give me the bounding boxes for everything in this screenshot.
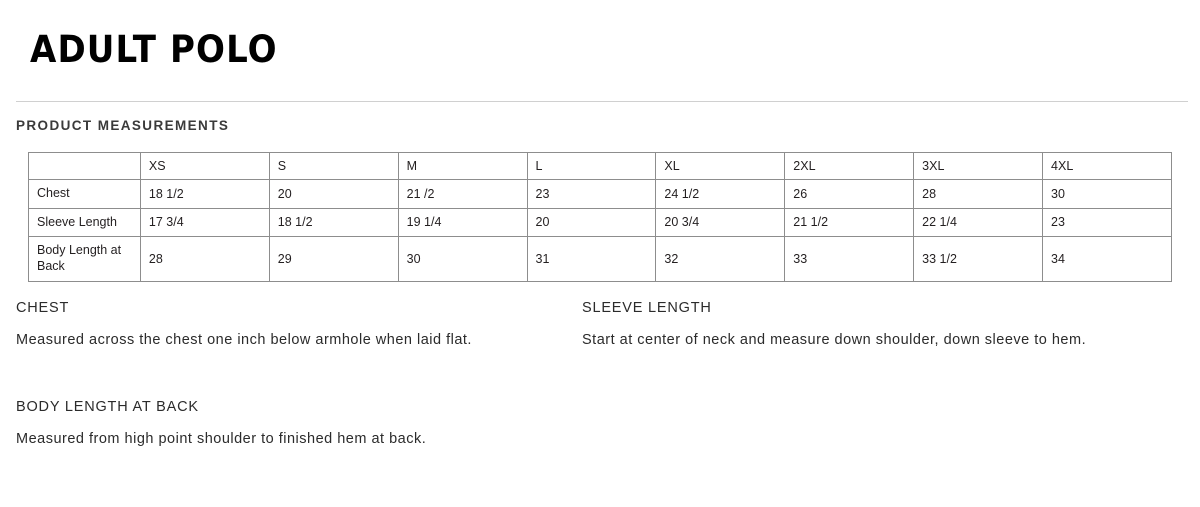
definitions-spacer [16, 353, 1176, 399]
column-header-xl: XL [656, 153, 785, 180]
column-header-m: M [398, 153, 527, 180]
cell-chest-l: 23 [527, 180, 656, 209]
measurement-definitions [16, 300, 1176, 453]
cell-chest-xl: 24 1/2 [656, 180, 785, 209]
cell-sleeve-l: 20 [527, 208, 656, 237]
row-label-body-length-at-back: Body Length at Back [29, 237, 141, 281]
cell-sleeve-2xl: 21 1/2 [785, 208, 914, 237]
definition-body-sleeve-length: Start at center of neck and measure down shoulder, down sleeve to hem. [582, 332, 1087, 348]
column-header-xs: XS [140, 153, 269, 180]
cell-sleeve-xl: 20 3/4 [656, 208, 785, 237]
column-header-4xl: 4XL [1043, 153, 1172, 180]
cell-sleeve-3xl: 22 1/4 [914, 208, 1043, 237]
table-corner-cell [29, 153, 141, 180]
definition-body-length-at-back [16, 399, 582, 452]
table-header-row [29, 153, 1172, 180]
cell-chest-2xl: 26 [785, 180, 914, 209]
table-row [29, 237, 1172, 281]
cell-body-m: 30 [398, 237, 527, 281]
definition-body-body-length-at-back: Measured from high point shoulder to finished hem at back. [16, 431, 427, 448]
cell-body-xs: 28 [140, 237, 269, 281]
cell-body-3xl: 33 1/2 [914, 237, 1043, 281]
definition-title-sleeve-length: SLEEVE LENGTH [582, 300, 712, 316]
definition-title-chest: CHEST [16, 300, 70, 316]
column-header-2xl: 2XL [785, 153, 914, 180]
row-label-chest: Chest [29, 180, 141, 209]
definition-chest [16, 300, 582, 353]
cell-sleeve-m: 19 1/4 [398, 208, 527, 237]
cell-chest-4xl: 30 [1043, 180, 1172, 209]
cell-body-4xl: 34 [1043, 237, 1172, 281]
cell-sleeve-xs: 17 3/4 [140, 208, 269, 237]
cell-chest-s: 20 [269, 180, 398, 209]
row-label-sleeve-length: Sleeve Length [29, 208, 141, 237]
cell-sleeve-4xl: 23 [1043, 208, 1172, 237]
cell-chest-m: 21 /2 [398, 180, 527, 209]
table-row [29, 180, 1172, 209]
column-header-s: S [269, 153, 398, 180]
cell-body-xl: 32 [656, 237, 785, 281]
cell-chest-3xl: 28 [914, 180, 1043, 209]
cell-sleeve-s: 18 1/2 [269, 208, 398, 237]
column-header-l: L [527, 153, 656, 180]
cell-body-2xl: 33 [785, 237, 914, 281]
cell-body-s: 29 [269, 237, 398, 281]
definition-title-body-length-at-back: BODY LENGTH AT BACK [16, 399, 199, 416]
header-divider [16, 101, 1188, 102]
measurements-table [28, 152, 1172, 282]
cell-chest-xs: 18 1/2 [140, 180, 269, 209]
table-row [29, 208, 1172, 237]
column-header-3xl: 3XL [914, 153, 1043, 180]
page-title: ADULT POLO [30, 28, 278, 71]
cell-body-l: 31 [527, 237, 656, 281]
section-heading: PRODUCT MEASUREMENTS [16, 118, 230, 133]
definition-body-chest: Measured across the chest one inch below armhole when laid flat. [16, 332, 472, 348]
definition-sleeve-length [582, 300, 1148, 353]
